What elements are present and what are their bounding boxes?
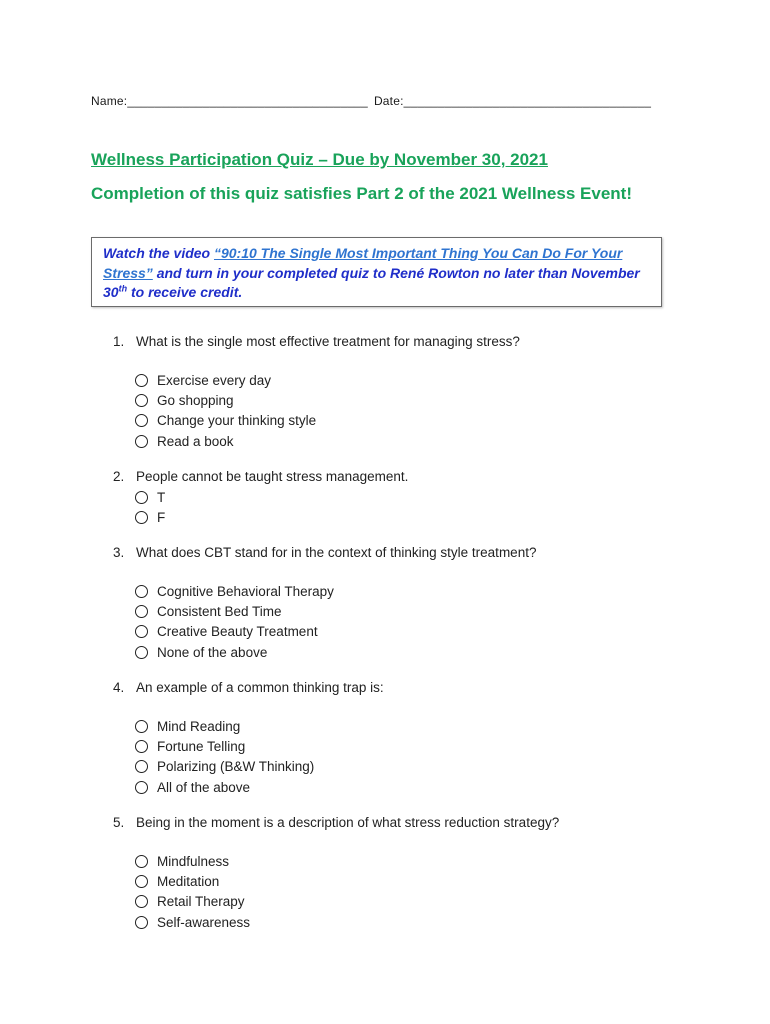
radio-button-icon[interactable] [135,720,148,733]
radio-button-icon[interactable] [135,916,148,929]
date-field[interactable]: ____________________________________ [403,94,652,108]
option[interactable] [135,892,250,912]
radio-button-icon[interactable] [135,895,148,908]
question-number: 4. [113,680,125,695]
option[interactable] [135,912,250,932]
option-label: Cognitive Behavioral Therapy [157,583,334,599]
option[interactable] [135,871,250,891]
option-label: Meditation [157,874,220,890]
question-5-options [135,851,250,933]
name-label: Name: [91,94,128,108]
option[interactable] [135,622,334,642]
option-label: All of the above [157,779,251,795]
option[interactable] [135,390,316,410]
quiz-title: Wellness Participation Quiz – Due by November 30, 2021 [91,150,548,169]
question-2 [113,469,408,484]
question-1-options [135,370,316,452]
radio-button-icon[interactable] [135,605,148,618]
option-label: Retail Therapy [157,894,245,910]
option-label: Go shopping [157,393,234,409]
question-number: 2. [113,469,125,484]
option-label: Change your thinking style [157,413,317,429]
question-text: What does CBT stand for in the context of thinking style treatment? [136,545,537,560]
radio-button-icon[interactable] [135,491,148,504]
radio-button-icon[interactable] [135,585,148,598]
option-label: Fortune Telling [157,739,246,755]
radio-button-icon[interactable] [135,760,148,773]
option[interactable] [135,431,316,451]
option[interactable] [135,716,314,736]
question-number: 3. [113,545,125,560]
option[interactable] [135,851,250,871]
option-label: Self-awareness [157,914,251,930]
quiz-subtitle: Completion of this quiz satisfies Part 2 of the 2021 Wellness Event! [91,184,632,203]
option[interactable] [135,601,334,621]
option-label: Polarizing (B&W Thinking) [157,759,315,775]
date-label: Date: [373,94,404,108]
notice-suffix: to receive credit. [127,284,243,300]
option[interactable] [135,507,165,527]
option-label: Mind Reading [157,718,241,734]
radio-button-icon[interactable] [135,740,148,753]
question-3 [113,545,536,560]
option-label: Exercise every day [157,372,272,388]
name-date-line [91,94,651,108]
question-text: What is the single most effective treatment for managing stress? [136,334,520,349]
radio-button-icon[interactable] [135,414,148,427]
question-3-options [135,581,334,663]
radio-button-icon[interactable] [135,875,148,888]
option-label: Read a book [157,433,234,449]
instructions-box [91,237,662,307]
option-label: Mindfulness [157,853,230,869]
option[interactable] [135,487,165,507]
question-1 [113,334,520,349]
notice-prefix: Watch the video [103,245,214,261]
question-text: Being in the moment is a description of what stress reduction strategy? [136,815,560,830]
option[interactable] [135,642,334,662]
option-label: Consistent Bed Time [157,604,282,620]
option-label: Creative Beauty Treatment [157,624,318,640]
option[interactable] [135,581,334,601]
radio-button-icon[interactable] [135,374,148,387]
option[interactable] [135,757,314,777]
option[interactable] [135,777,314,797]
option-label: None of the above [157,644,268,660]
notice-superscript: th [118,283,128,294]
question-4 [113,680,384,695]
question-5 [113,815,559,830]
question-text: People cannot be taught stress management. [136,469,409,484]
option[interactable] [135,736,314,756]
name-field[interactable]: ___________________________________ [127,94,368,108]
radio-button-icon[interactable] [135,781,148,794]
radio-button-icon[interactable] [135,511,148,524]
radio-button-icon[interactable] [135,625,148,638]
radio-button-icon[interactable] [135,855,148,868]
option-label: F [157,510,166,526]
question-text: An example of a common thinking trap is: [136,680,384,695]
option[interactable] [135,370,316,390]
question-2-options [135,487,165,528]
radio-button-icon[interactable] [135,435,148,448]
question-number: 1. [113,334,125,349]
question-4-options [135,716,314,798]
question-number: 5. [113,815,125,830]
radio-button-icon[interactable] [135,646,148,659]
radio-button-icon[interactable] [135,394,148,407]
option-label: T [157,489,166,505]
option[interactable] [135,411,316,431]
notice-middle: and turn in your completed quiz to René Rowton no later than November 30 [103,264,640,300]
video-link[interactable]: “90:10 The Single Most Important Thing You Can Do For Your Stress” [103,245,623,281]
